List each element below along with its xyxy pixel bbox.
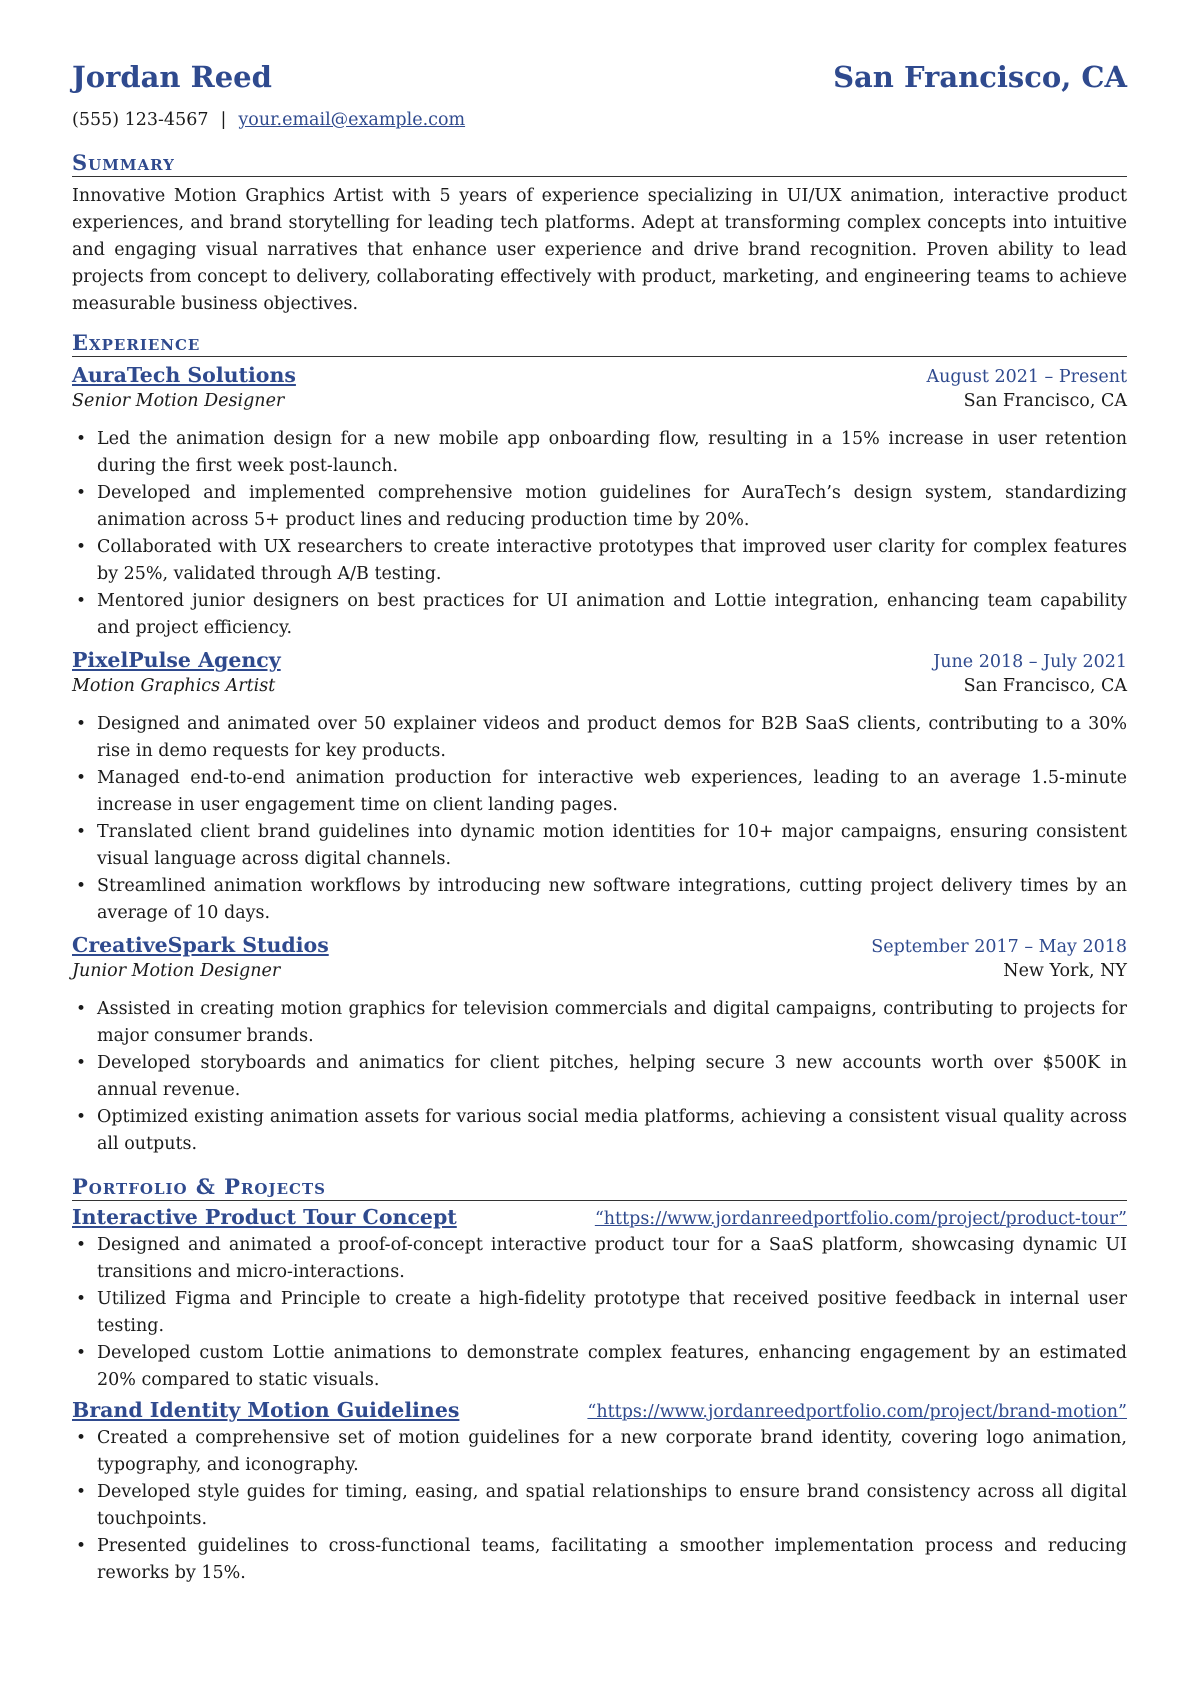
bullet-item: • Assisted in creating motion graphics for television commercials and digital campaigns, contributing to projects for major consumer brands. <box>97 996 1127 1050</box>
company-link[interactable]: AuraTech Solutions <box>72 363 296 387</box>
bullet-item: • Translated client brand guidelines into dynamic motion identities for 10+ major campaigns, ensuring consistent visual language across digital channels. <box>97 819 1127 873</box>
job-bullets <box>72 996 1127 1158</box>
job-entry <box>72 933 1127 1158</box>
company-link[interactable]: PixelPulse Agency <box>72 648 281 672</box>
section-title-projects: Portfolio & Projects <box>72 1174 1127 1201</box>
candidate-name: Jordan Reed <box>72 60 272 94</box>
project-title-link[interactable]: Interactive Product Tour Concept <box>72 1205 457 1229</box>
header-location: San Francisco, CA <box>833 60 1127 94</box>
job-location: New York, NY <box>1003 961 1127 981</box>
contact-line <box>72 110 1127 138</box>
contact-separator: | <box>220 110 227 130</box>
bullet-item: • Collaborated with UX researchers to create interactive prototypes that improved user clarity for complex features by 25%, validated through A/B testing. <box>97 534 1127 588</box>
project-bullets <box>72 1425 1127 1587</box>
job-dates: September 2017 – May 2018 <box>871 937 1127 957</box>
project-bullets <box>72 1232 1127 1394</box>
job-subheader <box>72 961 1127 989</box>
bullet-item: • Designed and animated over 50 explainer videos and product demos for B2B SaaS clients, contributing to a 30% rise in demo requests for key products. <box>97 711 1127 765</box>
bullet-item: • Utilized Figma and Principle to create a high-fidelity prototype that received positive feedback in internal user testing. <box>97 1286 1127 1340</box>
section-title-experience: Experience <box>72 330 1127 357</box>
job-bullets <box>72 711 1127 927</box>
job-role: Motion Graphics Artist <box>72 676 276 696</box>
job-dates: June 2018 – July 2021 <box>933 652 1127 672</box>
summary-text: Innovative Motion Graphics Artist with 5 years of experience specializing in UI/UX animation, interactive product experiences, and brand storytelling for leading tech platforms. Adept at transforming complex concepts into intuitive and engaging visual narratives that enhance user experience and drive brand recognition. Proven ability to lead projects from concept to delivery, collaborating effectively with product, marketing, and engineering teams to achieve measurable business objectives. <box>72 186 1127 314</box>
job-header <box>72 648 1127 676</box>
resume-page <box>72 60 1127 1587</box>
job-role: Junior Motion Designer <box>72 961 281 981</box>
bullet-item: • Created a comprehensive set of motion guidelines for a new corporate brand identity, covering logo animation, typography, and iconography. <box>97 1425 1127 1479</box>
job-location: San Francisco, CA <box>963 391 1127 411</box>
project-entry <box>72 1205 1127 1394</box>
job-subheader <box>72 676 1127 704</box>
company-link[interactable]: CreativeSpark Studios <box>72 933 329 957</box>
bullet-item: • Mentored junior designers on best practices for UI animation and Lottie integration, enhancing team capability and project efficiency. <box>97 588 1127 642</box>
section-title-summary: Summary <box>72 150 1127 177</box>
project-header <box>72 1398 1127 1425</box>
job-subheader <box>72 391 1127 419</box>
job-entry <box>72 648 1127 927</box>
phone-number: (555) 123-4567 <box>72 110 209 130</box>
bullet-item: • Presented guidelines to cross-functional teams, facilitating a smoother implementation process and reducing reworks by 15%. <box>97 1533 1127 1587</box>
bullet-item: • Developed style guides for timing, easing, and spatial relationships to ensure brand consistency across all digital touchpoints. <box>97 1479 1127 1533</box>
job-header <box>72 933 1127 961</box>
bullet-item: • Managed end-to-end animation production for interactive web experiences, leading to an average 1.5-minute increase in user engagement time on client landing pages. <box>97 765 1127 819</box>
project-url-link[interactable]: “https://www.jordanreedportfolio.com/project/brand-motion” <box>587 1402 1127 1422</box>
header-row <box>72 60 1127 104</box>
project-header <box>72 1205 1127 1232</box>
project-entry <box>72 1398 1127 1587</box>
job-bullets <box>72 426 1127 642</box>
bullet-item: • Led the animation design for a new mobile app onboarding flow, resulting in a 15% increase in user retention during the first week post-launch. <box>97 426 1127 480</box>
job-role: Senior Motion Designer <box>72 391 285 411</box>
job-location: San Francisco, CA <box>963 676 1127 696</box>
bullet-item: • Developed and implemented comprehensive motion guidelines for AuraTech’s design system, standardizing animation across 5+ product lines and reducing production time by 20%. <box>97 480 1127 534</box>
job-entry <box>72 363 1127 642</box>
project-url-link[interactable]: “https://www.jordanreedportfolio.com/project/product-tour” <box>594 1209 1127 1229</box>
bullet-item: • Developed storyboards and animatics for client pitches, helping secure 3 new accounts worth over $500K in annual revenue. <box>97 1050 1127 1104</box>
bullet-item: • Developed custom Lottie animations to demonstrate complex features, enhancing engagement by an estimated 20% compared to static visuals. <box>97 1340 1127 1394</box>
bullet-item: • Optimized existing animation assets for various social media platforms, achieving a consistent visual quality across all outputs. <box>97 1104 1127 1158</box>
job-header <box>72 363 1127 391</box>
bullet-item: • Streamlined animation workflows by introducing new software integrations, cutting project delivery times by an average of 10 days. <box>97 873 1127 927</box>
email-link[interactable]: your.email@example.com <box>238 110 466 130</box>
job-dates: August 2021 – Present <box>926 367 1127 387</box>
bullet-item: • Designed and animated a proof-of-concept interactive product tour for a SaaS platform, showcasing dynamic UI transitions and micro-interactions. <box>97 1232 1127 1286</box>
project-title-link[interactable]: Brand Identity Motion Guidelines <box>72 1398 460 1422</box>
